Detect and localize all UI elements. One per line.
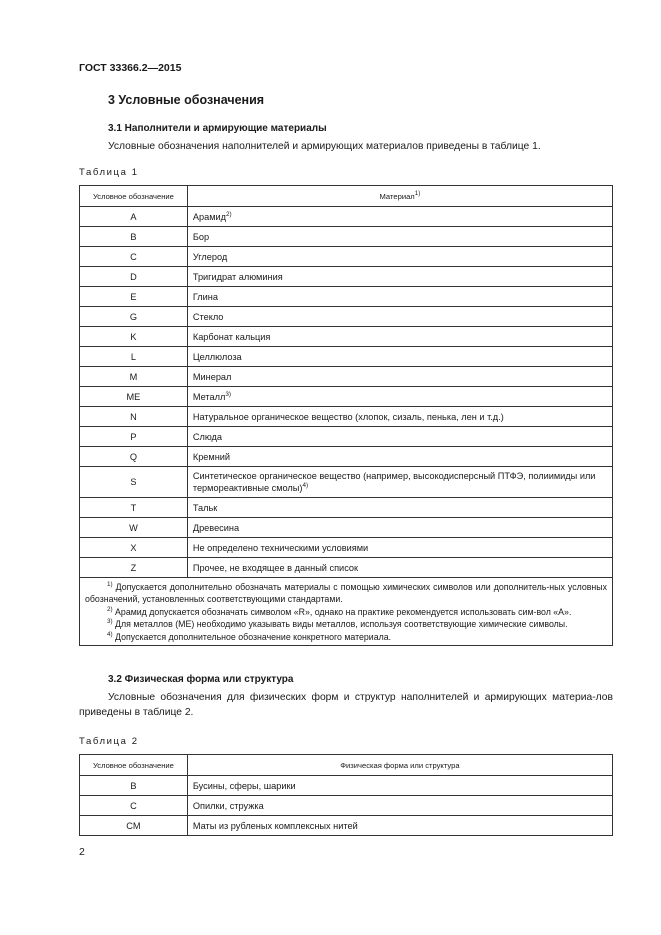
table-row (80, 267, 613, 287)
material-name: Минерал (187, 367, 612, 387)
material-code: G (80, 307, 188, 327)
document-id: ГОСТ 33366.2—2015 (79, 62, 182, 74)
form-code: B (80, 776, 188, 796)
subsection-3-1-text: Условные обозначения наполнителей и армирующих материалов приведены в таблице 1. (108, 141, 541, 152)
material-name: Слюда (187, 427, 612, 447)
table-row (80, 816, 613, 836)
material-name: Кремний (187, 447, 612, 467)
form-name: Опилки, стружка (187, 796, 612, 816)
table-row (80, 447, 613, 467)
table-2-header-form: Физическая форма или структура (187, 755, 612, 776)
material-code: Z (80, 558, 188, 578)
table-row (80, 327, 613, 347)
footnote-mark: 3) (225, 390, 231, 398)
material-name: Арамид$^{2)}$ (187, 207, 612, 227)
material-code: L (80, 347, 188, 367)
form-name: Маты из рубленых комплексных нитей (187, 816, 612, 836)
table-1-footnote: $^{4)}$ Допускается дополнительное обозначение конкретного материала. (107, 630, 392, 642)
material-code: C (80, 247, 188, 267)
material-code: P (80, 427, 188, 447)
material-name: Целлюлоза (187, 347, 612, 367)
table-row (80, 367, 613, 387)
subsection-3-2-title: 3.2 Физическая форма или структура (108, 674, 294, 685)
material-code: T (80, 498, 188, 518)
material-code: E (80, 287, 188, 307)
material-name: Прочее, не входящее в данный список (187, 558, 612, 578)
material-name: Синтетическое органическое вещество (например, высокодисперсный ПТФЭ, полиимиды или термореактивные смолы)$^{4)}$ (187, 467, 612, 498)
table-2-caption: Таблица 2 (79, 736, 139, 747)
material-name: Натуральное органическое вещество (хлопок, сизаль, пенька, лен и т.д.) (187, 407, 612, 427)
material-name: Тригидрат алюминия (187, 267, 612, 287)
table-row (80, 498, 613, 518)
form-code: CM (80, 816, 188, 836)
material-code: S (80, 467, 188, 498)
table-row (80, 558, 613, 578)
table-2 (79, 754, 613, 836)
table-row (80, 518, 613, 538)
table-1-header-code: Условное обозначение (80, 186, 188, 207)
table-row (80, 407, 613, 427)
material-code: D (80, 267, 188, 287)
table-row (80, 207, 613, 227)
material-name: Глина (187, 287, 612, 307)
material-code: W (80, 518, 188, 538)
subsection-3-1-title: 3.1 Наполнители и армирующие материалы (108, 123, 327, 134)
table-row (80, 347, 613, 367)
material-code: M (80, 367, 188, 387)
material-code: Q (80, 447, 188, 467)
table-row (80, 796, 613, 816)
table-2-header-code: Условное обозначение (80, 755, 188, 776)
page-number: 2 (79, 846, 85, 858)
material-name: Не определено техническими условиями (187, 538, 612, 558)
material-name: Углерод (187, 247, 612, 267)
table-1-caption: Таблица 1 (79, 167, 139, 178)
material-code: X (80, 538, 188, 558)
table-1-footnote: $^{1)}$ Допускается дополнительно обозначать материалы с помощью химических символов или дополнитель-ных условных обозначений, установленных соответствующими стандартами. (85, 581, 607, 605)
material-name: Древесина (187, 518, 612, 538)
section-title: 3 Условные обозначения (108, 93, 265, 107)
table-1 (79, 185, 613, 646)
material-code: ME (80, 387, 188, 407)
material-name: Бор (187, 227, 612, 247)
table-1-footnote: $^{2)}$ Арамид допускается обозначать символом «R», однако на практике рекомендуется использовать сим-вол «A». (107, 605, 572, 617)
table-1-header-material: Материал$^{1)}$ (187, 186, 612, 207)
table-row (80, 427, 613, 447)
material-name: Стекло (187, 307, 612, 327)
table-1-notes (80, 578, 613, 646)
table-row (80, 247, 613, 267)
material-name: Металл$^{3)}$ (187, 387, 612, 407)
table-1-footnote: $^{3)}$ Для металлов (ME) необходимо указывать виды металлов, используя соответствующие химические символы. (107, 618, 568, 630)
material-code: N (80, 407, 188, 427)
table-row (80, 227, 613, 247)
form-code: C (80, 796, 188, 816)
subsection-3-2-text: Условные обозначения для физических форм и структур наполнителей и армирующих материа-лов приведены в таблице 2. (79, 692, 613, 718)
material-code: K (80, 327, 188, 347)
table-row (80, 387, 613, 407)
table-row (80, 287, 613, 307)
table-row (80, 467, 613, 498)
material-name: Тальк (187, 498, 612, 518)
table-row (80, 307, 613, 327)
table-row (80, 776, 613, 796)
material-name: Карбонат кальция (187, 327, 612, 347)
form-name: Бусины, сферы, шарики (187, 776, 612, 796)
material-code: A (80, 207, 188, 227)
footnote-mark: 4) (302, 482, 309, 489)
material-code: B (80, 227, 188, 247)
footnote-mark: 2) (226, 210, 232, 218)
table-row (80, 538, 613, 558)
